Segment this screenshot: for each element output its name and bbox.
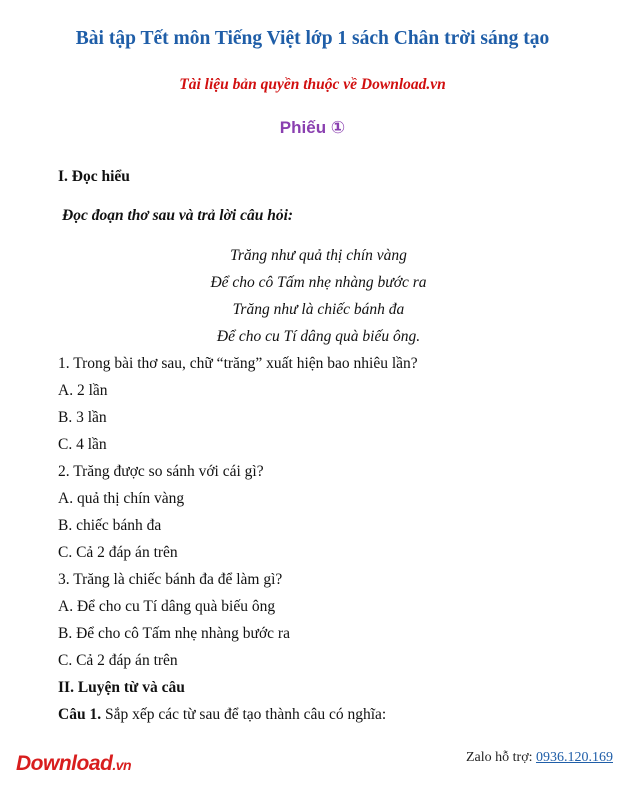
section-heading-vocabulary: II. Luyện từ và câu bbox=[58, 679, 185, 696]
copyright-note: Tài liệu bản quyền thuộc về Download.vn bbox=[179, 76, 446, 93]
question-label: Câu 1. bbox=[58, 706, 102, 723]
logo-domain: .vn bbox=[112, 757, 132, 773]
poem-line: Để cho cu Tí dâng quà biếu ông. bbox=[216, 328, 421, 345]
answer-option: B. Để cho cô Tấm nhẹ nhàng bước ra bbox=[58, 625, 290, 642]
question-text: 3. Trăng là chiếc bánh đa để làm gì? bbox=[58, 571, 283, 588]
sheet-label: Phiếu ① bbox=[279, 118, 346, 137]
download-logo[interactable] bbox=[16, 752, 131, 776]
question-text: Sắp xếp các từ sau để tạo thành câu có nghĩa: bbox=[104, 706, 387, 723]
support-phone-link[interactable]: 0936.120.169 bbox=[536, 750, 613, 765]
poem-line: Trăng như quả thị chín vàng bbox=[230, 247, 407, 264]
answer-option: A. quả thị chín vàng bbox=[58, 490, 185, 507]
logo-wordmark: Download bbox=[16, 752, 113, 775]
exercise-question bbox=[58, 706, 386, 724]
answer-option: C. 4 lần bbox=[58, 436, 107, 453]
answer-option: A. Để cho cu Tí dâng quà biếu ông bbox=[58, 598, 276, 615]
answer-option: B. chiếc bánh đa bbox=[58, 517, 162, 534]
support-label: Zalo hỗ trợ: bbox=[466, 750, 533, 765]
answer-option: C. Cả 2 đáp án trên bbox=[58, 544, 178, 561]
poem-line: Để cho cô Tấm nhẹ nhàng bước ra bbox=[210, 274, 427, 291]
answer-option: A. 2 lần bbox=[58, 382, 108, 399]
question-text: 1. Trong bài thơ sau, chữ “trăng” xuất hiện bao nhiêu lần? bbox=[58, 355, 418, 372]
question-text: 2. Trăng được so sánh với cái gì? bbox=[58, 463, 264, 480]
document-title: Bài tập Tết môn Tiếng Việt lớp 1 sách Chân trời sáng tạo bbox=[75, 28, 550, 49]
answer-option: B. 3 lần bbox=[58, 409, 107, 426]
section-heading-reading: I. Đọc hiểu bbox=[58, 168, 130, 185]
poem-line: Trăng như là chiếc bánh đa bbox=[232, 301, 405, 318]
support-contact bbox=[466, 750, 613, 766]
reading-instruction: Đọc đoạn thơ sau và trả lời câu hỏi: bbox=[62, 207, 294, 224]
answer-option: C. Cả 2 đáp án trên bbox=[58, 652, 178, 669]
